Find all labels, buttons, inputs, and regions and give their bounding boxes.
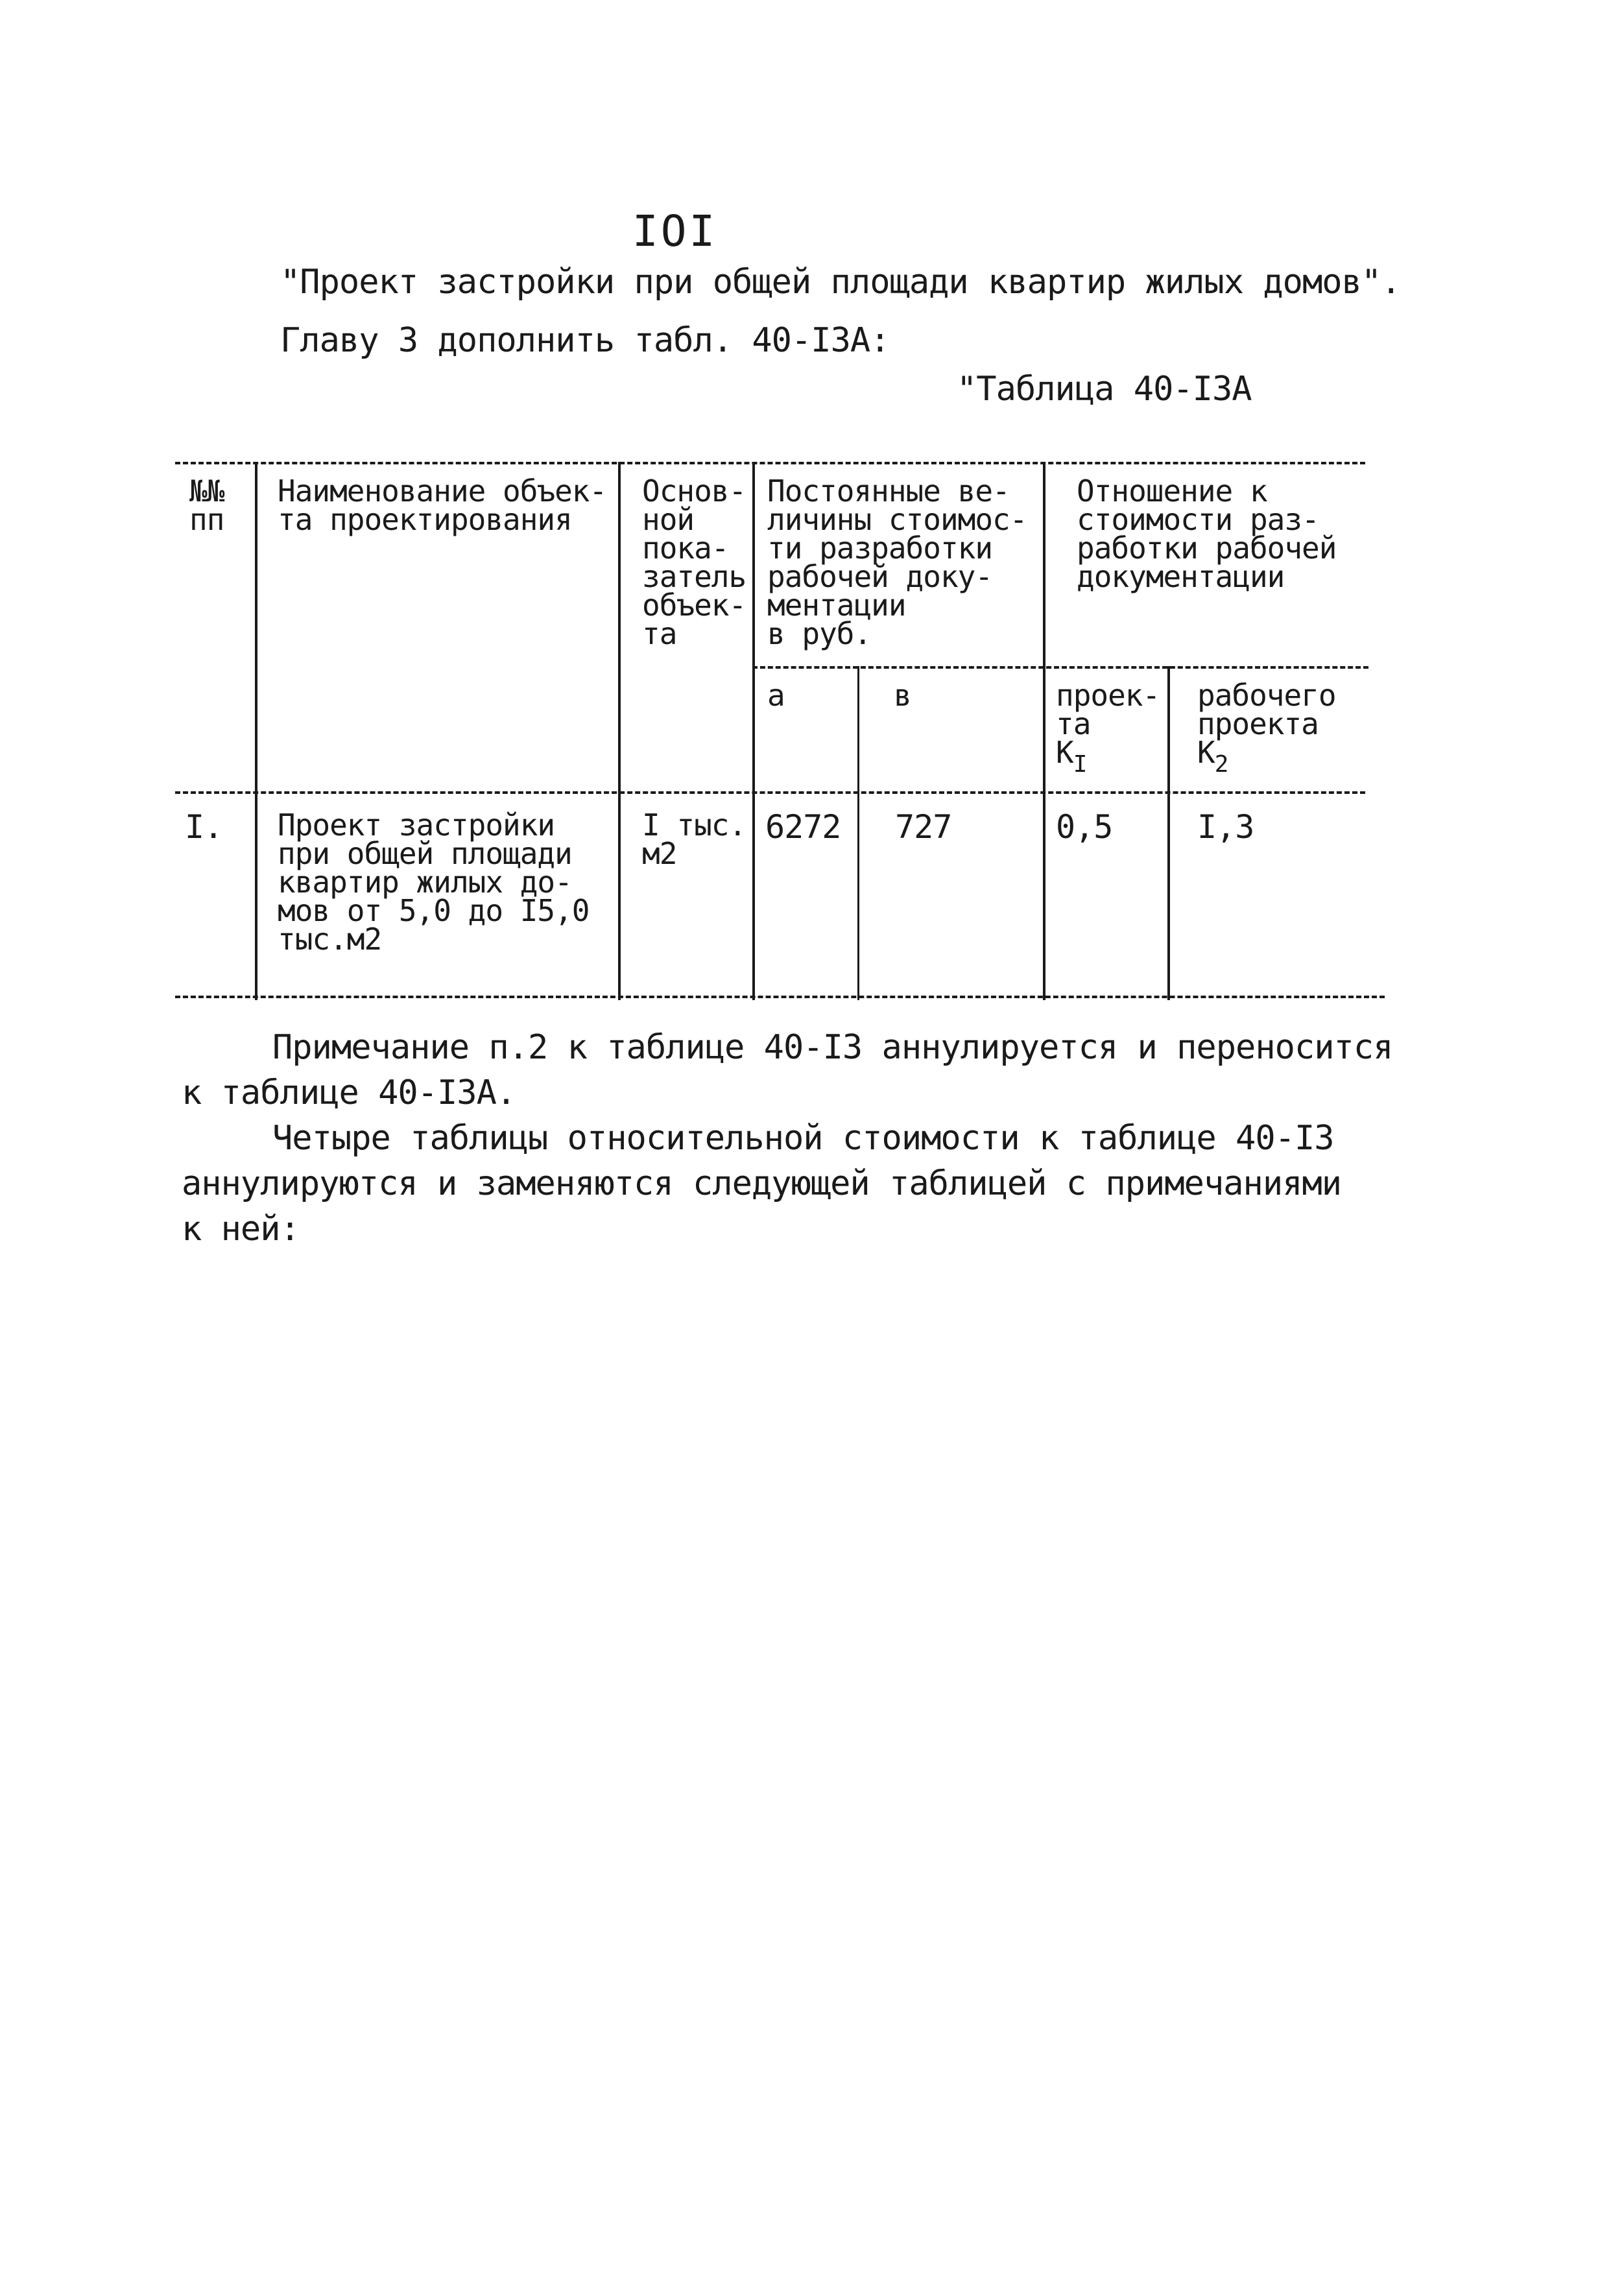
header-sub-k2 — [1197, 678, 1336, 779]
col-divider-1 — [255, 462, 257, 1000]
table-header-bottom-rule — [175, 791, 1365, 794]
row-indicator: I тыс. м2 — [642, 808, 746, 871]
row-value-a: 6272 — [765, 808, 841, 846]
note-2-line-1: Четыре таблицы относительной стоимости к таблице 40-I3 — [272, 1119, 1334, 1158]
sub-k2-text: рабочего проекта К — [1197, 678, 1336, 770]
table-bottom-rule — [175, 996, 1385, 998]
header-sub-b: в — [894, 678, 911, 713]
note-2-line-2: аннулируются и заменяются следующей таблицей с примечаниями — [182, 1164, 1342, 1203]
instruction: Главу 3 дополнить табл. 40-I3А: — [280, 321, 890, 360]
row-value-b: 727 — [895, 808, 952, 846]
header-col-ratio: Отношение к стоимости раз- работки рабочей документации — [1077, 473, 1337, 594]
page-number: IOI — [632, 206, 718, 256]
sub-k1-text: проек- та К — [1056, 678, 1160, 770]
quote-title: "Проект застройки при общей площади квартир жилых домов". — [280, 263, 1401, 302]
col-divider-4 — [1043, 462, 1045, 1000]
table-subheader-rule — [752, 666, 1368, 669]
row-name: Проект застройки при общей площади квартир жилых до- мов от 5,0 до I5,0 тыс.м2 — [278, 808, 590, 957]
sub-k1-index: I — [1073, 751, 1087, 778]
header-col-name: Наименование объек- та проектирования — [278, 473, 607, 537]
note-1-line-2: к таблице 40-I3А. — [182, 1073, 516, 1112]
header-col-no: №№ пп — [189, 473, 224, 537]
col-divider-2 — [618, 462, 621, 1000]
note-2-line-3: к ней: — [182, 1210, 300, 1249]
col-divider-ab — [857, 666, 859, 1000]
col-divider-3 — [752, 462, 755, 1000]
header-sub-a: а — [767, 678, 785, 713]
header-sub-k1 — [1056, 678, 1160, 779]
header-col-indicator: Основ- ной пока- затель объек- та — [642, 473, 746, 651]
header-col-constants: Постоянные ве- личины стоимос- ти разработки рабочей доку- ментации в руб. — [767, 473, 1027, 651]
row-value-k1: 0,5 — [1056, 808, 1113, 846]
row-value-k2: I,3 — [1197, 808, 1254, 846]
note-1-line-1: Примечание п.2 к таблице 40-I3 аннулируется и переносится — [272, 1028, 1393, 1067]
table-caption: "Таблица 40-I3А — [957, 370, 1252, 409]
row-no: I. — [185, 808, 223, 846]
table-top-rule — [175, 462, 1365, 464]
col-divider-k1k2 — [1167, 666, 1170, 1000]
sub-k2-index: 2 — [1214, 751, 1228, 778]
